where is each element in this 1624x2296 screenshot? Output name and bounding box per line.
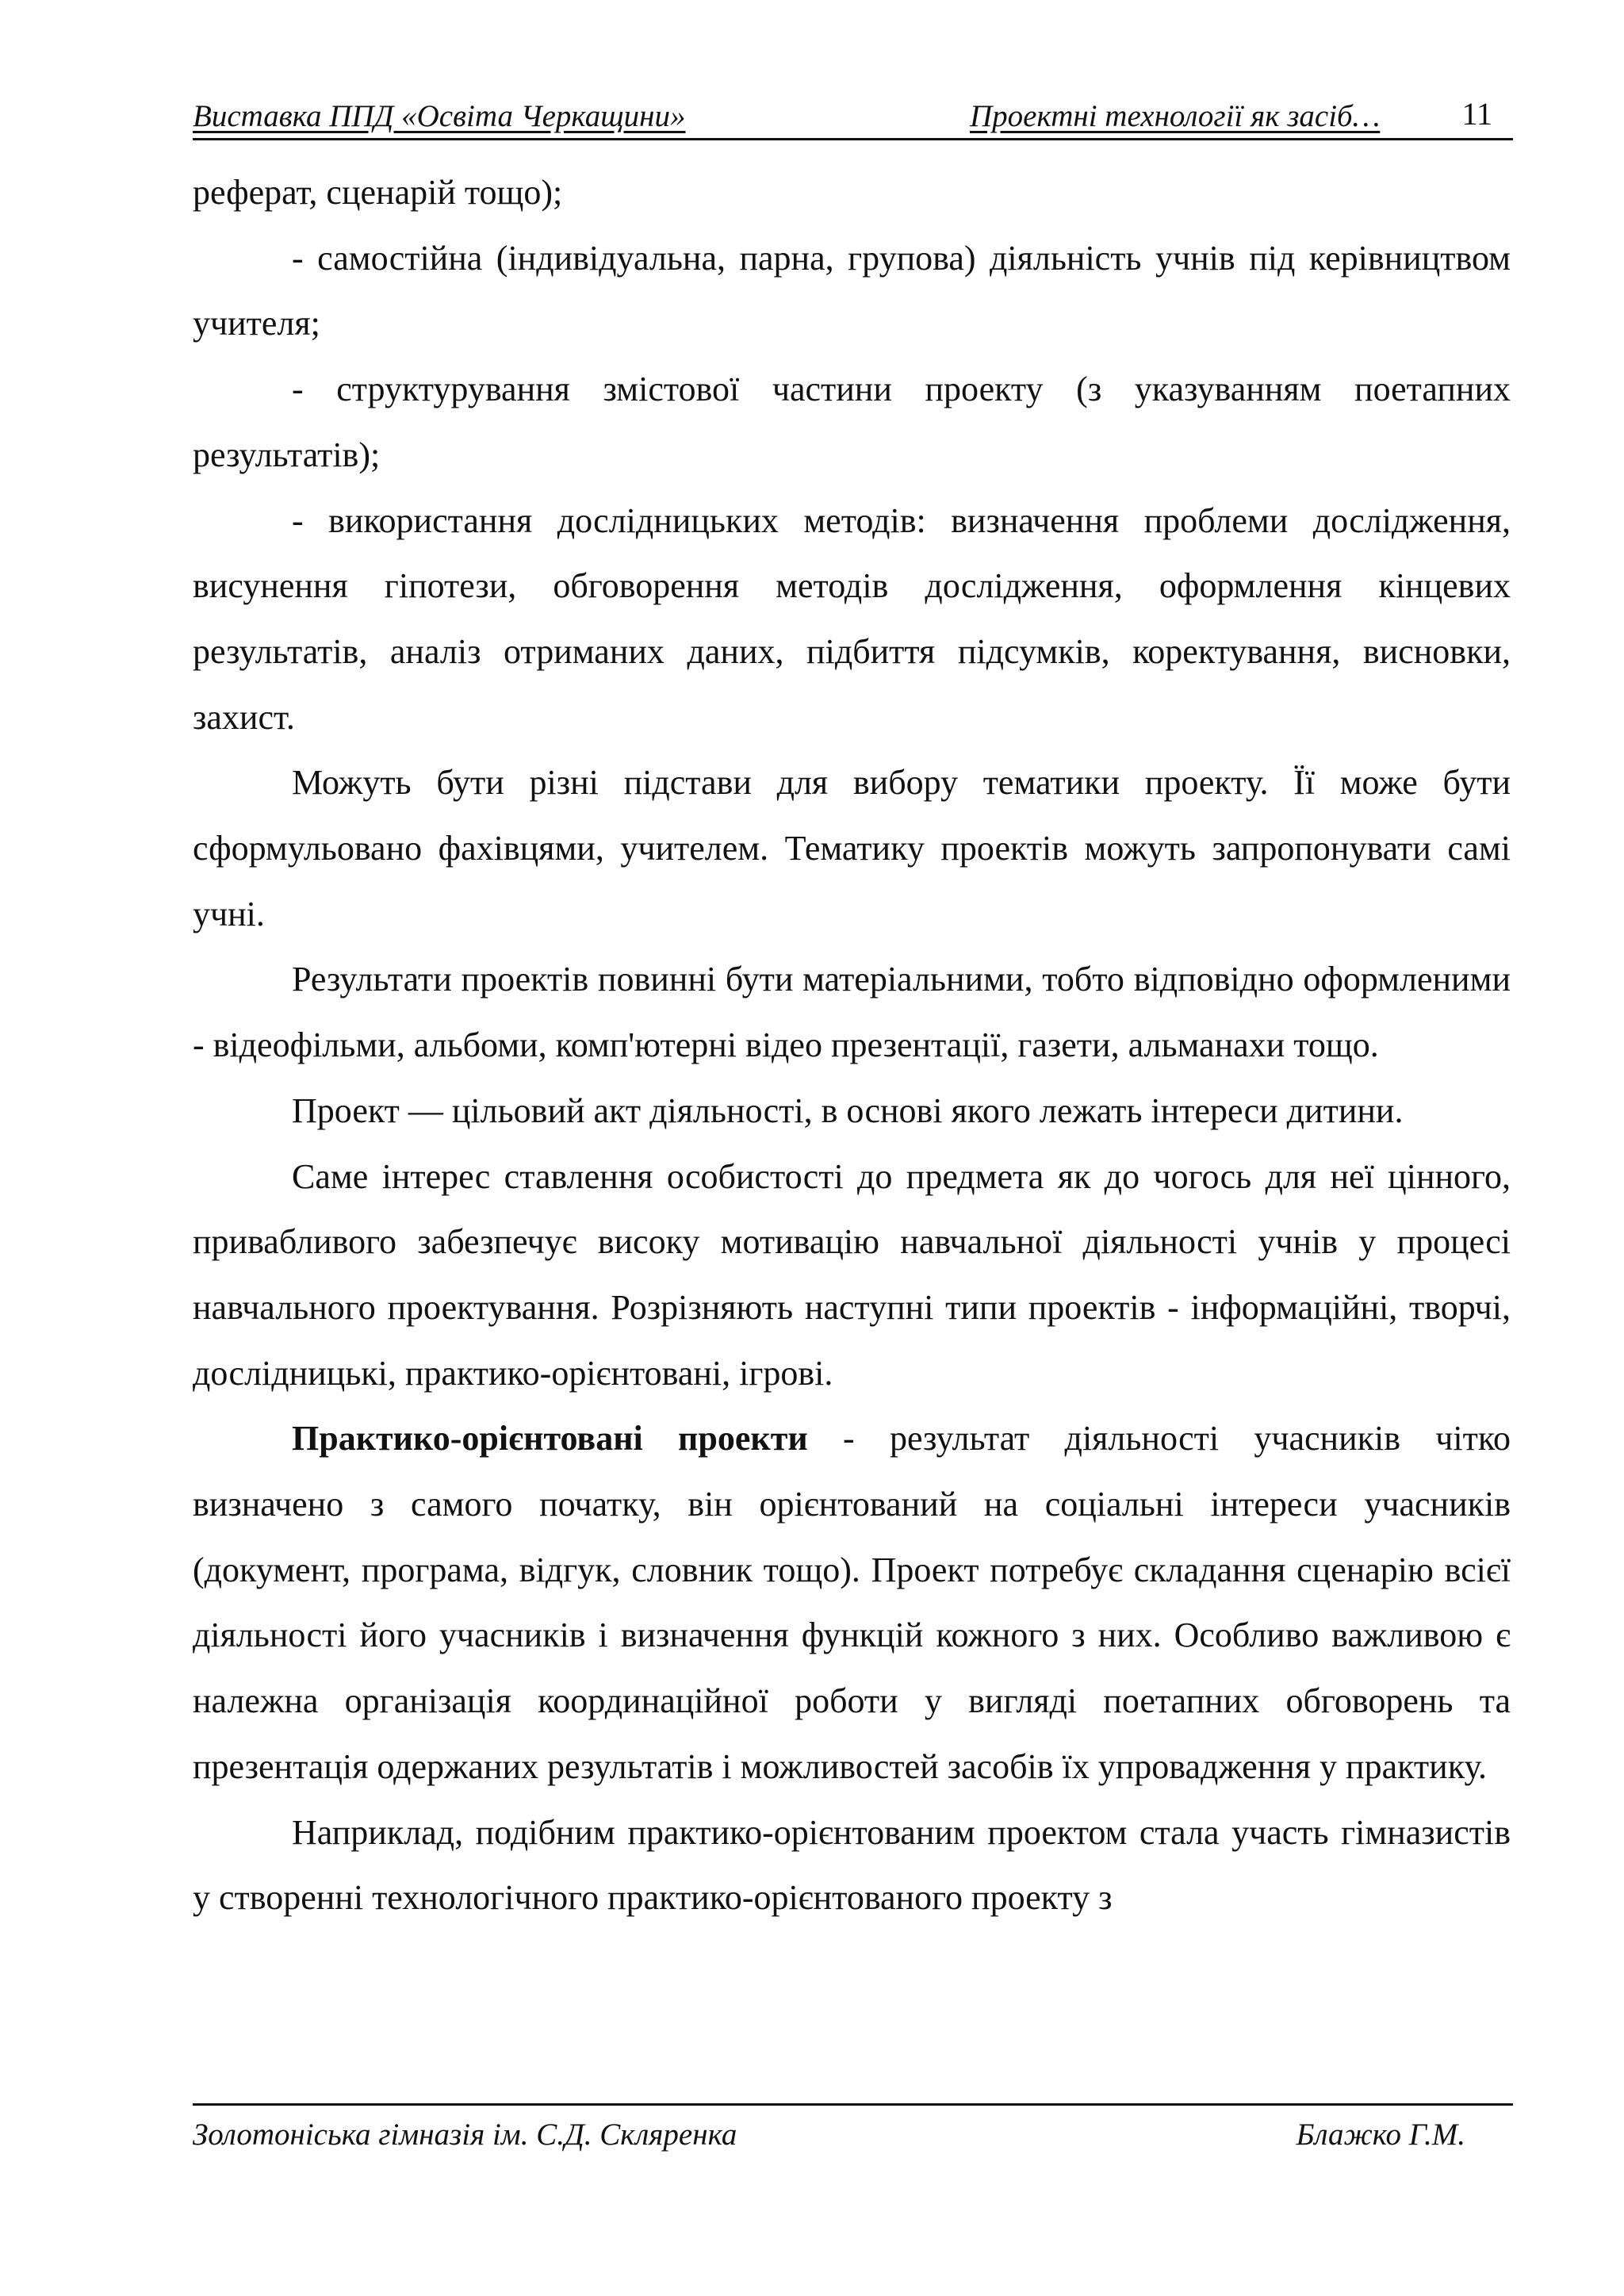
paragraph-continuation: реферат, сценарій тощо); [193, 173, 563, 212]
term-practice-oriented-projects: Практико-орієнтовані проекти [292, 1419, 808, 1458]
page-header [193, 94, 1513, 140]
paragraph-project-results: Результати проектів повинні бути матеріальними, тобто відповідно оформленими - відеофільми, альбоми, комп'ютерні відео презентації, газети, альманахи тощо. [193, 960, 1511, 1065]
paragraph-interest-motivation: Саме інтерес ставлення особистості до предмета як до чогось для неї цінного, привабливого забезпечує високу мотивацію навчальної діяльності учнів у процесі навчального проектування. Розрізняють наступні типи проектів - інформаційні, творчі, дослідницькі, практико-орієнтовані, ігрові. [193, 1156, 1511, 1393]
footer-school-name: Золотоніська гімназія ім. С.Д. Скляренка [193, 2118, 737, 2152]
header-exhibition-title: Виставка ППД «Освіта Черкащини» [193, 99, 686, 133]
footer-author: Блажко Г.М. [1296, 2118, 1465, 2152]
page-footer [193, 2103, 1513, 2161]
paragraph-example: Наприклад, подібним практико-орієнтованим проектом стала участь гімназистів у створенні технологічного практико-орієнтованого проекту з [193, 1812, 1511, 1918]
body-text [193, 160, 1511, 1931]
list-item-research-methods: - використання дослідницьких методів: визначення проблеми дослідження, висунення гіпотези, обговорення методів дослідження, оформлення кінцевих результатів, аналіз отриманих даних, підбиття підсумків, коректування, висновки, захист. [193, 500, 1511, 737]
paragraph-practice-oriented [193, 1406, 1511, 1800]
list-item-independent-activity: - самостійна (індивідуальна, парна, групова) діяльність учнів під керівництвом учителя; [193, 238, 1511, 343]
header-topic-title: Проектні технології як засіб… [970, 99, 1381, 133]
paragraph-project-definition: Проект — цільовий акт діяльності, в основі якого лежать інтереси дитини. [292, 1091, 1404, 1130]
page-number: 11 [1461, 96, 1492, 132]
list-item-structuring: - структурування змістової частини проекту (з указуванням поетапних результатів); [193, 370, 1511, 474]
paragraph-practice-oriented-text: - результат діяльності учасників чітко визначено з самого початку, він орієнтований на соціальні інтереси учасників (документ, програма, відгук, словник тощо). Проект потребує складання сценарію всієї діяльності його учасників і визначення функцій кожного з них. Особливо важливою є належна організація координаційної роботи у вигляді поетапних обговорень та презентація одержаних результатів і можливостей засобів їх упровадження у практику. [193, 1419, 1511, 1786]
paragraph-topic-choice: Можуть бути різні підстави для вибору тематики проекту. Її може бути сформульовано фахівцями, учителем. Тематику проектів можуть запропонувати самі учні. [193, 763, 1511, 933]
